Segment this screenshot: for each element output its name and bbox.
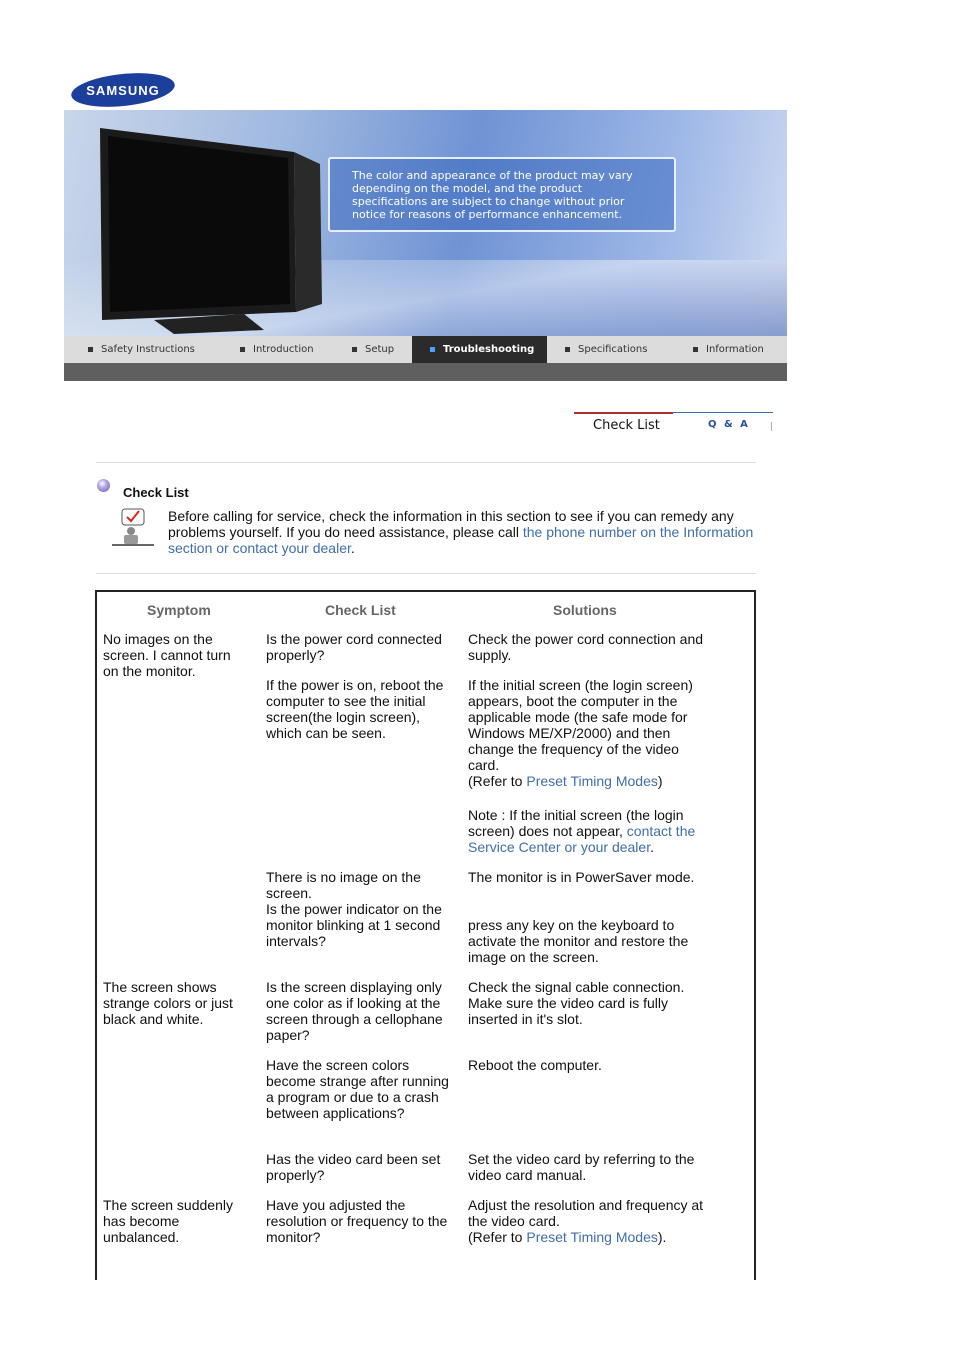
symptom-cell: The screen shows strange colors or just black and white.: [103, 979, 233, 1027]
nav-information[interactable]: [669, 336, 787, 363]
solution-refer: [468, 773, 708, 789]
nav-label: Setup: [365, 344, 395, 355]
header-check-list: Check List: [325, 602, 396, 618]
solution-cell: [468, 677, 708, 855]
check-cell: Has the video card been set properly?: [266, 1151, 441, 1183]
main-nav: [64, 336, 787, 364]
tab-separator: [771, 422, 772, 431]
header-symptom: Symptom: [147, 602, 211, 618]
notice-line: notice for reasons of performance enhancement.: [352, 208, 622, 221]
spacer: [468, 789, 708, 807]
check-cell: Have you adjusted the resolution or frequency to the monitor?: [266, 1197, 448, 1245]
divider: [96, 462, 756, 463]
preset-timing-modes-link[interactable]: Preset Timing Modes: [526, 1229, 658, 1245]
nav-specifications[interactable]: [547, 336, 669, 363]
nav-label: Troubleshooting: [443, 344, 535, 355]
solution-cell: Check the signal cable connection. Make sure the video card is fully inserted in it's slot.: [468, 979, 685, 1027]
solution-note: [468, 807, 708, 855]
header-solutions: Solutions: [553, 602, 617, 618]
square-bullet-icon: [88, 347, 93, 352]
solution-text: The monitor is in PowerSaver mode.: [468, 869, 695, 885]
square-bullet-icon: [565, 347, 570, 352]
intro-text: Before calling for service, check the information in this section to see if you can remedy any problems yourself. If you do need assistance, please call: [168, 508, 734, 540]
contact-service-center-link[interactable]: contact the Service Center or your dealer: [468, 823, 696, 855]
nav-troubleshooting[interactable]: [412, 336, 547, 363]
sub-tabs: [574, 412, 773, 440]
solution-cell: [468, 869, 708, 965]
nav-safety-instructions[interactable]: [64, 336, 216, 363]
nav-underbar: [64, 363, 787, 381]
nav-label: Information: [706, 344, 764, 355]
refer-post: ): [657, 773, 663, 789]
nav-introduction[interactable]: [216, 336, 328, 363]
symptom-cell: The screen suddenly has become unbalanced.: [103, 1197, 233, 1245]
refer-post: ).: [657, 1229, 667, 1245]
check-cell: Is the power cord connected properly?: [266, 631, 442, 663]
notice-line: The color and appearance of the product may vary: [352, 169, 633, 182]
divider: [96, 573, 756, 574]
nav-label: Specifications: [578, 344, 648, 355]
tab-indicator: [673, 412, 773, 413]
intro-end: .: [350, 540, 355, 556]
square-bullet-icon: [430, 347, 435, 352]
nav-label: Introduction: [253, 344, 314, 355]
spacer: [468, 885, 708, 917]
intro-paragraph: [168, 508, 758, 556]
check-cell: If the power is on, reboot the computer to see the initial screen(the login screen), which can be seen.: [266, 677, 444, 741]
samsung-logo[interactable]: [70, 72, 176, 108]
check-cell: Have the screen colors become strange after running a program or due to a crash between applications?: [266, 1057, 449, 1121]
square-bullet-icon: [352, 347, 357, 352]
product-notice: [328, 157, 676, 232]
active-tab-indicator: [574, 412, 673, 414]
solution-cell: Reboot the computer.: [468, 1057, 602, 1073]
tab-check-list[interactable]: Check List: [593, 418, 660, 433]
check-cell: Is the screen displaying only one color as if looking at the screen through a cellophane paper?: [266, 979, 443, 1043]
refer-pre: (Refer to: [468, 1229, 527, 1245]
symptom-cell: No images on the screen. I cannot turn on the monitor.: [103, 631, 231, 679]
refer-pre: (Refer to: [468, 773, 527, 789]
contact-dealer-link[interactable]: the phone number on the Information section or contact your dealer: [168, 524, 754, 556]
tab-qa[interactable]: Q & A: [708, 419, 750, 430]
troubleshooting-table: [95, 590, 756, 1280]
notice-line: depending on the model, and the product: [352, 182, 583, 195]
check-cell: There is no image on the screen. Is the power indicator on the monitor blinking at 1 second intervals?: [266, 869, 442, 949]
solution-text: Adjust the resolution and frequency at the video card.: [468, 1197, 704, 1229]
technician-checklist-icon: [110, 507, 156, 547]
square-bullet-icon: [693, 347, 698, 352]
nav-setup[interactable]: [328, 336, 412, 363]
solution-text: press any key on the keyboard to activate the monitor and restore the image on the screen.: [468, 917, 689, 965]
solution-text: If the initial screen (the login screen) appears, boot the computer in the applicable mode (the safe mode for Windows ME/XP/2000) and then change the frequency of the video card.: [468, 677, 693, 773]
nav-label: Safety Instructions: [101, 344, 195, 355]
solution-cell: Set the video card by referring to the video card manual.: [468, 1151, 695, 1183]
notice-line: specifications are subject to change without prior: [352, 195, 625, 208]
monitor-image: [94, 124, 334, 334]
solution-cell: [468, 1197, 708, 1245]
solution-refer: [468, 1229, 708, 1245]
square-bullet-icon: [240, 347, 245, 352]
preset-timing-modes-link[interactable]: Preset Timing Modes: [526, 773, 658, 789]
logo-text: SAMSUNG: [86, 83, 160, 98]
solution-cell: Check the power cord connection and supply.: [468, 631, 704, 663]
section-bullet-icon: [97, 479, 110, 492]
hero-banner: [64, 110, 787, 336]
note-post: .: [650, 839, 654, 855]
section-title: Check List: [123, 485, 189, 500]
note-pre: Note : If the initial screen (the login screen) does not appear,: [468, 807, 684, 839]
